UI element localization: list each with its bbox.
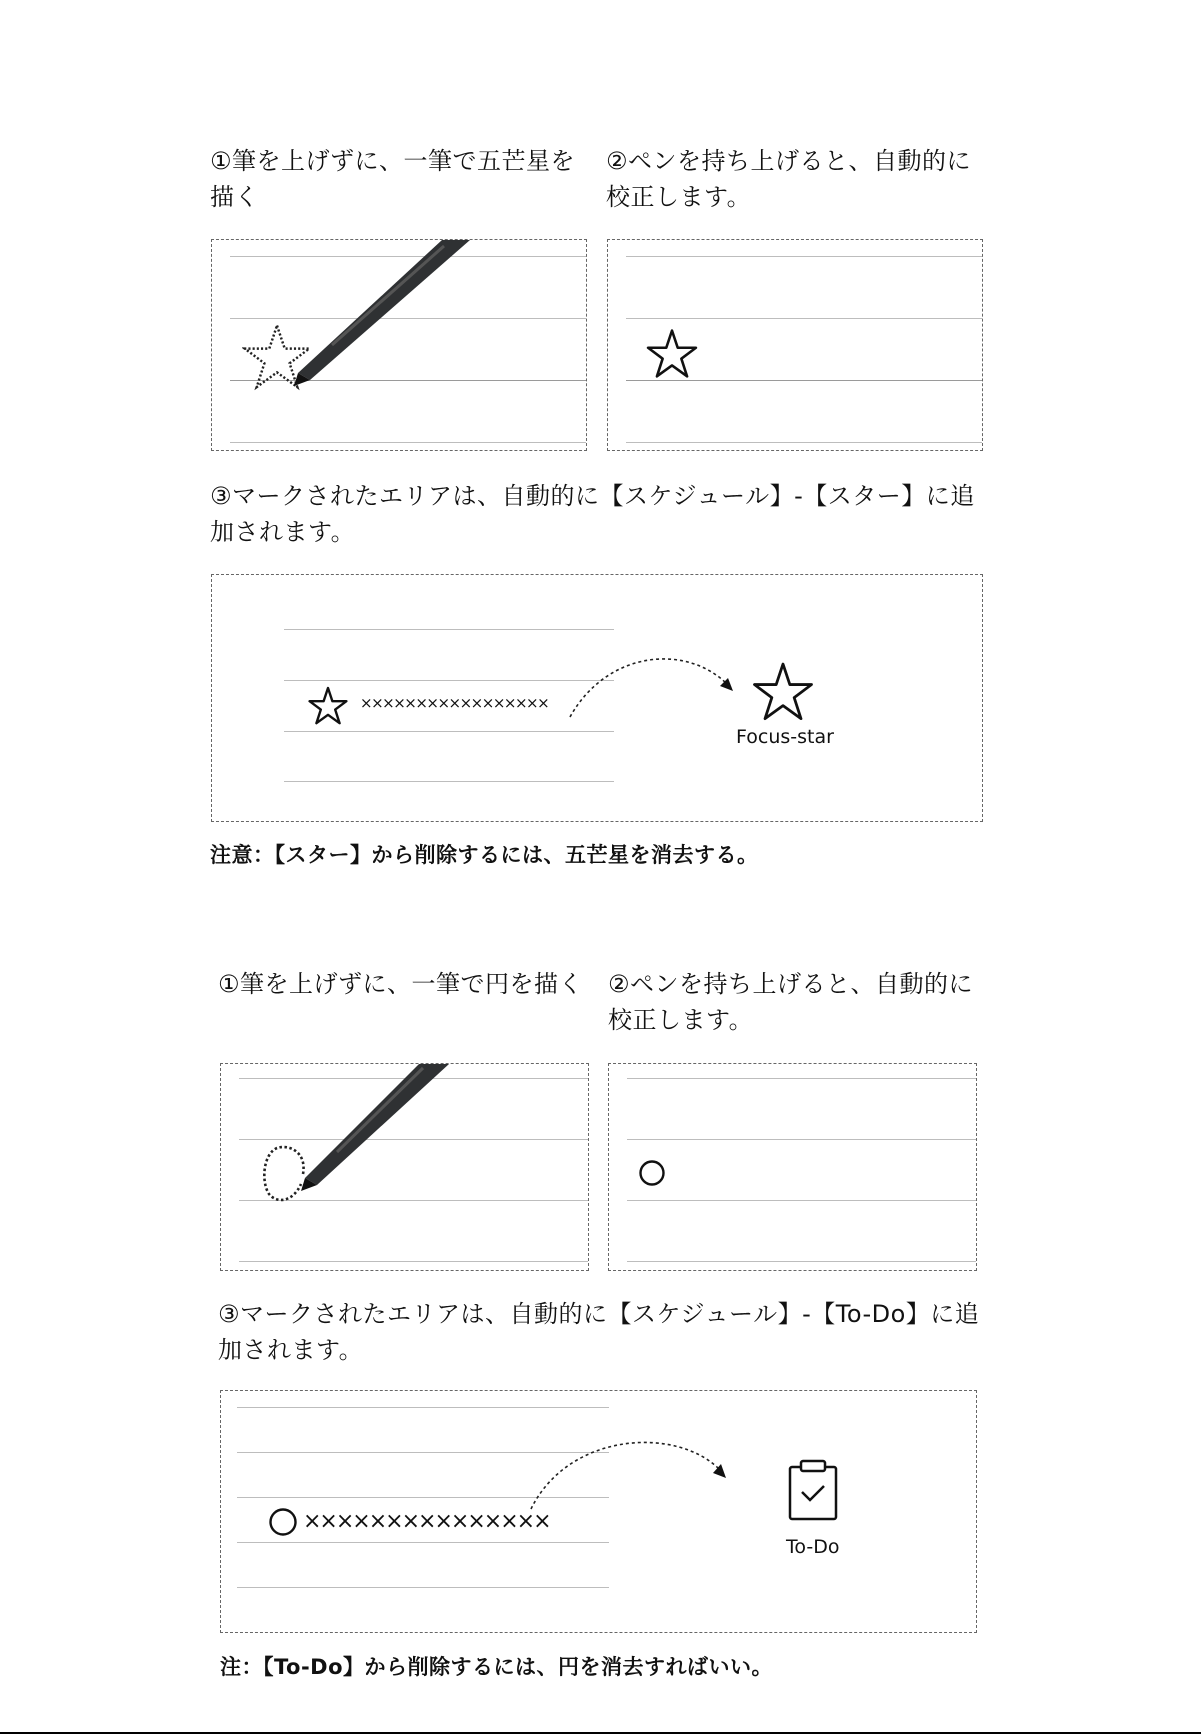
star-draw-panel <box>211 239 587 451</box>
circle-draw-panel <box>220 1063 589 1271</box>
pen-icon <box>301 1064 501 1194</box>
star-step2-text: ②ペンを持ち上げると、自動的に校正します。 <box>606 147 972 211</box>
circle-step3-text: ③マークされたエリアは、自動的に【スケジュール】-【To-Do】に追加されます。 <box>218 1300 980 1364</box>
star-note-text: 注意：【スター】から削除するには、五芒星を消去する。 <box>210 843 759 867</box>
pen-icon <box>292 240 492 390</box>
star-destination-panel <box>211 574 983 822</box>
focus-star-label: Focus-star <box>736 726 834 748</box>
curved-arrow-icon <box>568 649 748 719</box>
circle-step2-text: ②ペンを持ち上げると、自動的に校正します。 <box>608 970 974 1034</box>
star-icon <box>752 661 814 723</box>
circle-result-panel <box>608 1063 977 1271</box>
star-result-panel <box>607 239 983 451</box>
curved-arrow-icon <box>529 1431 739 1511</box>
circle-mark-text: ××××××××××××××× <box>303 1509 550 1534</box>
circle-icon <box>638 1159 666 1187</box>
todo-label: To-Do <box>786 1536 840 1558</box>
star-step1-text: ①筆を上げずに、一筆で五芒星を描く <box>210 147 576 211</box>
circle-icon <box>268 1507 298 1537</box>
star-icon <box>308 686 348 726</box>
circle-step1-text: ①筆を上げずに、一筆で円を描く <box>218 970 584 998</box>
star-mark-text: ××××××××××××××××× <box>360 694 549 712</box>
circle-note-text: 注：【To-Do】から削除するには、円を消去すればいい。 <box>220 1655 774 1679</box>
star-icon <box>646 328 698 380</box>
circle-destination-panel <box>220 1390 977 1633</box>
star-step3-text: ③マークされたエリアは、自動的に【スケジュール】-【スター】に追加されます。 <box>210 482 975 546</box>
clipboard-check-icon <box>787 1459 839 1521</box>
